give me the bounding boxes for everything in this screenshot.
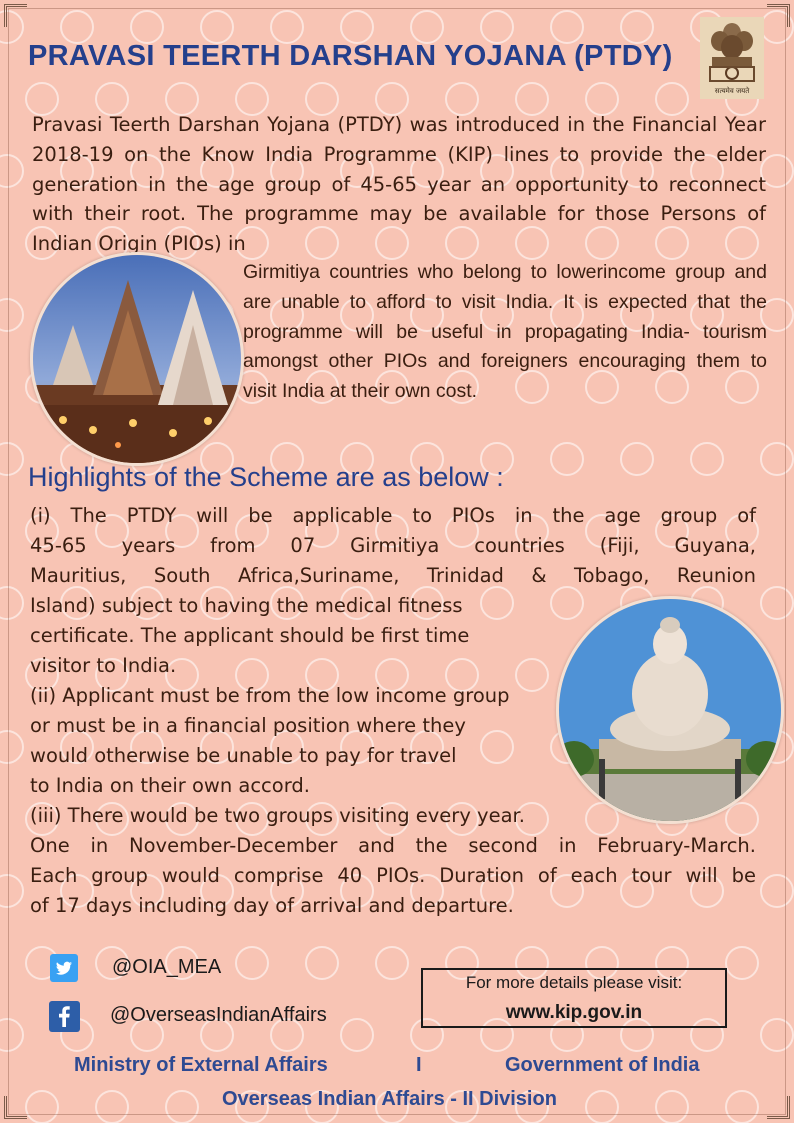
pattern-ring: [480, 730, 514, 764]
highlight-line: certificate. The applicant should be first time: [30, 624, 470, 647]
pattern-ring: [0, 442, 24, 476]
temple-photo: [30, 252, 244, 466]
highlight-line: (iii) There would be two groups visiting every year.: [30, 804, 525, 827]
intro-paragraph-continued: Girmitiya countries who belong to lowerincome group and are unable to afford to visit India. It is expected that the programme will be useful in propagating India- tourism amongst other PIOs and foreigners encouraging them to visit India at their own cost.: [243, 261, 767, 403]
highlight-line: visitor to India.: [30, 654, 177, 677]
pattern-ring: [340, 1018, 374, 1052]
buddha-statue-photo: [556, 596, 784, 824]
pattern-ring: [0, 1018, 24, 1052]
pattern-ring: [760, 1018, 794, 1052]
svg-text:सत्यमेव जयते: सत्यमेव जयते: [714, 87, 750, 95]
pattern-ring: [25, 1090, 59, 1123]
highlight-line: Island) subject to having the medical fitness: [30, 594, 463, 617]
corner-ornament: [767, 1096, 790, 1119]
footer-ministry: Ministry of External Affairs: [74, 1054, 328, 1076]
pattern-ring: [130, 10, 164, 44]
pattern-ring: [0, 586, 24, 620]
corner-ornament: [4, 1096, 27, 1119]
details-box: [421, 968, 727, 1028]
pattern-ring: [0, 730, 24, 764]
pattern-ring: [725, 1090, 759, 1123]
footer-division: Overseas Indian Affairs - II Division: [222, 1088, 557, 1110]
pattern-ring: [760, 586, 794, 620]
twitter-icon[interactable]: [50, 954, 78, 982]
pattern-ring: [550, 586, 584, 620]
highlight-line: Mauritius, South Africa,Suriname, Trinidad & Tobago, Reunion: [30, 564, 756, 587]
pattern-ring: [235, 946, 269, 980]
highlight-line: or must be in a financial position where they: [30, 714, 466, 737]
pattern-ring: [655, 1090, 689, 1123]
pattern-ring: [725, 946, 759, 980]
pattern-ring: [410, 10, 444, 44]
details-label: For more details please visit:: [465, 973, 683, 992]
pattern-ring: [0, 154, 24, 188]
highlight-line: 45-65 years from 07 Girmitiya countries (Fiji, Guyana,: [30, 534, 756, 557]
footer-government: Government of India: [505, 1054, 700, 1076]
pattern-ring: [620, 442, 654, 476]
highlight-line: to India on their own accord.: [30, 774, 310, 797]
pattern-ring: [340, 10, 374, 44]
pattern-ring: [0, 874, 24, 908]
pattern-ring: [550, 10, 584, 44]
pattern-ring: [480, 586, 514, 620]
highlight-line: One in November-December and the second in February-March.: [30, 834, 756, 857]
pattern-ring: [515, 658, 549, 692]
pattern-ring: [760, 874, 794, 908]
highlight-line: of 17 days including day of arrival and departure.: [30, 894, 514, 917]
footer-separator: I: [416, 1054, 422, 1076]
website-link[interactable]: www.kip.gov.in: [505, 1002, 643, 1023]
state-emblem-icon: [700, 17, 764, 99]
highlight-line: (i) The PTDY will be applicable to PIOs in the age group of: [30, 504, 756, 527]
corner-ornament: [4, 4, 27, 27]
highlight-line: would otherwise be unable to pay for travel: [30, 744, 457, 767]
pattern-ring: [305, 946, 339, 980]
pattern-ring: [95, 1090, 129, 1123]
pattern-ring: [60, 10, 94, 44]
page-title: PRAVASI TEERTH DARSHAN YOJANA (PTDY): [28, 40, 673, 72]
highlight-line: (ii) Applicant must be from the low income group: [30, 684, 510, 707]
twitter-handle[interactable]: @OIA_MEA: [112, 956, 222, 978]
highlight-line: Each group would comprise 40 PIOs. Duration of each tour will be: [30, 864, 756, 887]
pattern-ring: [0, 298, 24, 332]
pattern-ring: [165, 1090, 199, 1123]
pattern-ring: [550, 442, 584, 476]
intro-paragraph: Pravasi Teerth Darshan Yojana (PTDY) was introduced in the Financial Year 2018-19 on the Know India Programme (KIP) lines to provide the elder generation in the age group of 45-65 year an opportunity to reconnect with their root. The programme may be available for those Persons of Indian Origin (PIOs) in: [32, 113, 766, 256]
pattern-ring: [200, 10, 234, 44]
pattern-ring: [375, 946, 409, 980]
pattern-ring: [760, 442, 794, 476]
facebook-handle[interactable]: @OverseasIndianAffairs: [110, 1004, 327, 1026]
pattern-ring: [585, 1090, 619, 1123]
pattern-ring: [620, 10, 654, 44]
corner-ornament: [767, 4, 790, 27]
pattern-ring: [690, 442, 724, 476]
facebook-icon[interactable]: [49, 1001, 80, 1032]
highlights-heading: Highlights of the Scheme are as below :: [28, 462, 504, 492]
pattern-ring: [270, 10, 304, 44]
pattern-ring: [480, 10, 514, 44]
